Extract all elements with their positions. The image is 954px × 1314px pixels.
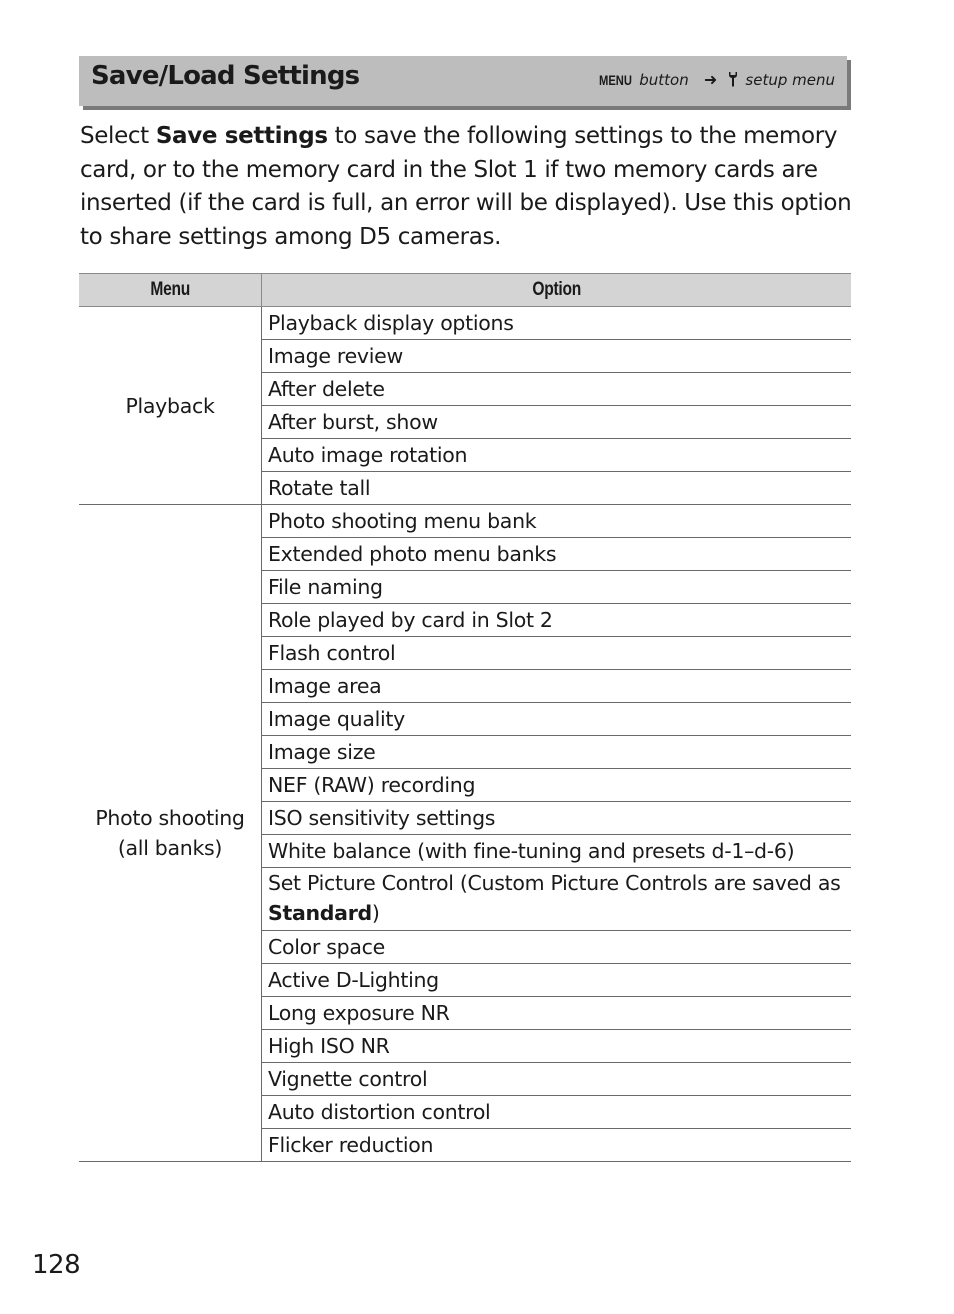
button-text: button (639, 71, 689, 89)
option-cell: Auto distortion control (262, 1096, 852, 1129)
option-cell: Active D-Lighting (262, 964, 852, 997)
settings-table (79, 273, 851, 1162)
option-cell: Playback display options (262, 307, 852, 340)
option-cell: Photo shooting menu bank (262, 505, 852, 538)
option-cell: Flicker reduction (262, 1129, 852, 1162)
option-cell: High ISO NR (262, 1030, 852, 1063)
option-cell: NEF (RAW) recording (262, 769, 852, 802)
option-cell: Image size (262, 736, 852, 769)
option-cell (262, 868, 852, 931)
option-cell: Image review (262, 340, 852, 373)
option-cell: Image quality (262, 703, 852, 736)
table-row (79, 307, 851, 340)
picture-control-close: ) (371, 901, 380, 925)
option-cell: Long exposure NR (262, 997, 852, 1030)
menu-button-label: MENU (598, 72, 632, 88)
option-cell: Image area (262, 670, 852, 703)
option-cell: File naming (262, 571, 852, 604)
option-cell: After burst, show (262, 406, 852, 439)
page-number: 128 (32, 1250, 81, 1280)
header-menu: Menu (79, 274, 262, 307)
wrench-icon (728, 71, 738, 87)
option-cell: Flash control (262, 637, 852, 670)
option-cell: Rotate tall (262, 472, 852, 505)
menu-label-line2: (all banks) (117, 836, 223, 860)
menu-cell-photo-shooting (79, 505, 262, 1162)
save-settings-term: Save settings (155, 123, 328, 149)
option-cell: Color space (262, 931, 852, 964)
table-row (79, 505, 851, 538)
option-cell: Auto image rotation (262, 439, 852, 472)
picture-control-text: Set Picture Control (Custom Picture Controls are saved as (268, 871, 841, 895)
option-cell: Vignette control (262, 1063, 852, 1096)
section-title: Save/Load Settings (91, 61, 360, 91)
menu-path (599, 70, 835, 89)
arrow-icon: ➜ (703, 70, 718, 89)
intro-text-2: to save the following settings to the memory card, or to the memory card in the Slot 1 if two memory cards are inserted (if the card is full, an error will be displayed). Use this option to share settings among D5 cameras. (80, 123, 852, 250)
option-cell: White balance (with fine-tuning and presets d-1–d-6) (262, 835, 852, 868)
setup-menu-text: setup menu (745, 71, 835, 89)
menu-label-line1: Photo shooting (95, 806, 245, 830)
option-cell: Extended photo menu banks (262, 538, 852, 571)
picture-control-standard: Standard (268, 901, 372, 925)
menu-cell-playback: Playback (79, 307, 262, 505)
option-cell: Role played by card in Slot 2 (262, 604, 852, 637)
header-option: Option (262, 274, 852, 307)
table-header-row (79, 274, 851, 307)
intro-paragraph (80, 120, 860, 254)
intro-text-1: Select (80, 123, 156, 149)
option-cell: ISO sensitivity settings (262, 802, 852, 835)
option-cell: After delete (262, 373, 852, 406)
section-header (79, 56, 847, 106)
